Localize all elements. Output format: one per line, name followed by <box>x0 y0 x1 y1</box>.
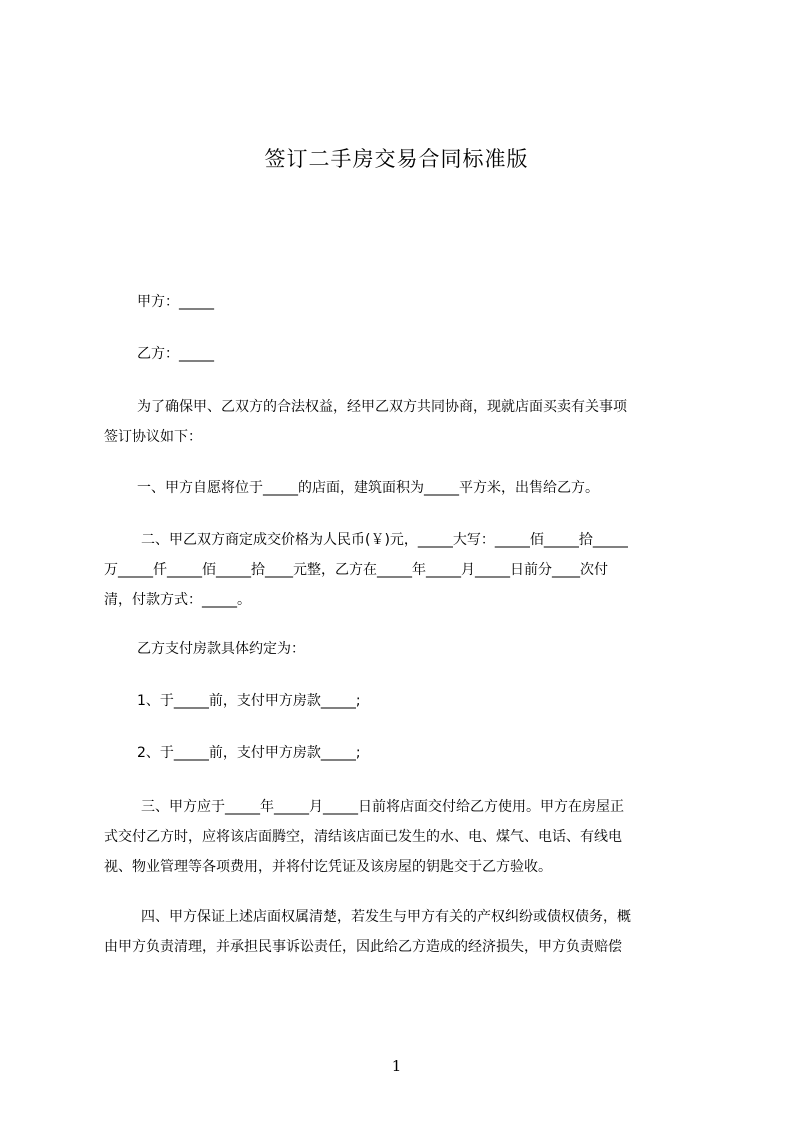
clause-3-line: 三、甲方应于_____年_____月_____日前将店面交付给乙方使用。甲方在房屋正 <box>141 799 624 815</box>
clause-2-paragraph <box>104 525 704 615</box>
clause-4-line: 四、甲方保证上述店面权属清楚，若发生与甲方有关的产权纠纷或债权债务，概 <box>141 909 631 925</box>
clause-3-line: 式交付乙方时，应将该店面腾空，清结该店面已发生的水、电、煤气、电话、有线电 <box>104 829 622 845</box>
clause-2-line: 二、甲乙双方商定成交价格为人民币(￥)元，_____大写：_____佰_____拾_____ <box>141 532 628 548</box>
clause-2-line: 清，付款方式：_____。 <box>104 592 251 608</box>
party-b-line: 乙方：_____ <box>137 346 214 362</box>
page-number: 1 <box>391 1057 402 1075</box>
intro-paragraph <box>104 392 704 452</box>
payment-item-1: 1、于_____前，支付甲方房款_____; <box>137 693 361 709</box>
intro-line: 为了确保甲、乙双方的合法权益，经甲乙双方共同协商，现就店面买卖有关事项 <box>137 399 627 415</box>
clause-4-paragraph <box>104 902 704 962</box>
clause-3-line: 视、物业管理等各项费用，并将付讫凭证及该房屋的钥匙交于乙方验收。 <box>104 859 552 875</box>
payment-heading: 乙方支付房款具体约定为： <box>137 641 305 657</box>
clause-1: 一、甲方自愿将位于_____的店面，建筑面积为_____平方米，出售给乙方。 <box>137 480 599 496</box>
clause-3-paragraph <box>104 792 704 882</box>
payment-item-2: 2、于_____前，支付甲方房款_____; <box>137 745 361 761</box>
intro-line: 签订协议如下： <box>104 429 202 445</box>
clause-2-line: 万_____仟_____佰_____拾____元整，乙方在_____年_____月_____日前分____次付 <box>104 562 608 578</box>
clause-4-line: 由甲方负责清理，并承担民事诉讼责任，因此给乙方造成的经济损失，甲方负责赔偿 <box>104 939 622 955</box>
party-a-line: 甲方：_____ <box>137 294 214 310</box>
document-title: 签订二手房交易合同标准版 <box>264 147 529 171</box>
